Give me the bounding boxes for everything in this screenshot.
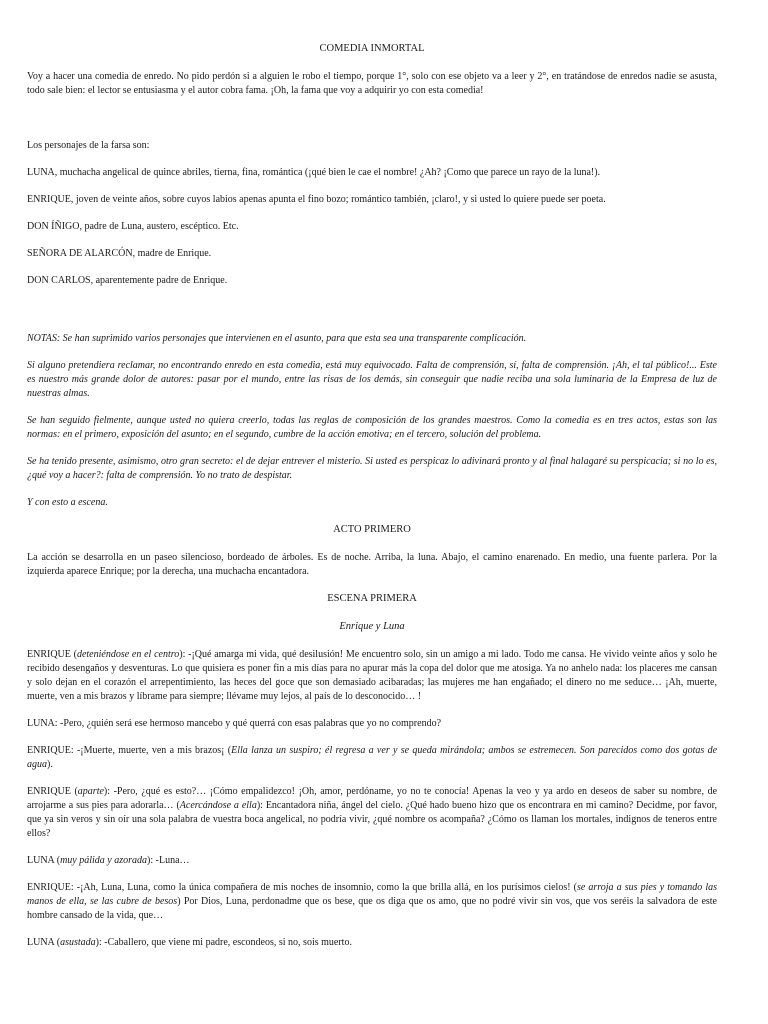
act-heading: ACTO PRIMERO [333,524,411,535]
document-title: COMEDIA INMORTAL [319,43,425,54]
dialogue-line: ENRIQUE (deteniéndose en el centro): -¡Qué amarga mi vida, qué desilusión! Me encuentro solo, sin un amigo a mi lado. Todo me cansa. He vivido veinte años y solo he recibido desengaños y desventuras. Lo que quisiera es poner fin a mis días para no apurar más la copa del dolor que me atosiga. Ya no anhelo nada: los placeres me cansan y solo dejan en el corazón el arrepentimiento, las heces del goce que son demasiado acibaradas; las mujeres me han engañado; el dinero no me seduce… ¡Ah, muerte, muerte, ven a mis brazos y líbrame para siempre; llévame muy lejos, al país de lo desconocido… ! [27,649,717,702]
scene-subtitle: Enrique y Luna [339,621,405,632]
scene-heading: ESCENA PRIMERA [327,593,417,604]
note-paragraph: NOTAS: Se han suprimido varios personajes que intervienen en el asunto, para que esta sea una transparente complicación. [27,333,527,344]
character-don-inigo: DON ÍÑIGO, padre de Luna, austero, escéptico. Etc. [27,221,239,232]
note-paragraph: Si alguno pretendiera reclamar, no encontrando enredo en esta comedia, está muy equivocado. Falta de comprensión, sí, falta de comprensión. ¡Ah, el tal público!... Este es nuestro más grande dolor de autores: pasar por el mundo, entre las risas de los demás, sin conseguir que nadie reciba una sola luminaria de la Empresa de luz de nuestras almas. [27,360,717,399]
character-don-carlos: DON CARLOS, aparentemente padre de Enrique. [27,275,228,286]
dialogue-line: LUNA (asustada): -Caballero, que viene mi padre, escondeos, si no, sois muerto. [27,937,352,948]
note-paragraph: Se ha tenido presente, asimismo, otro gran secreto: el de dejar entrever el misterio. Si usted es perspicaz lo adivinará pronto y al final halagaré su perspicacia; si no lo es, ¿qué voy a hacer?: falta de comprensión. Yo no trato de despistar. [27,456,717,481]
dialogue-line: LUNA (muy pálida y azorada): -Luna… [27,855,190,866]
characters-heading: Los personajes de la farsa son: [27,140,150,151]
dialogue-line: ENRIQUE: -¡Ah, Luna, Luna, como la única compañera de mis noches de insomnio, como la que brilla allá, en los purísimos cielos! (se arroja a sus pies y tomando las manos de ella, se las cubre de besos) Por Dios, Luna, perdonadme que os bese, que os diga que os amo, que no podré vivir sin vos, que vos seréis la salvadora de este hombre cansado de la vida, que… [27,882,717,921]
document-page [27,42,717,963]
intro-paragraph: Voy a hacer una comedia de enredo. No pido perdón si a alguien le robo el tiempo, porque 1°, solo con ese objeto va a leer y 2°, en tratándose de enredos nadie se asusta, todo sale bien: el lector se entusiasma y el autor cobra fama. ¡Oh, la fama que voy a adquirir yo con esta comedia! [27,71,717,96]
act-description: La acción se desarrolla en un paseo silencioso, bordeado de árboles. Es de noche. Arriba, la luna. Abajo, el camino enarenado. En medio, una fuente parlera. Por la izquierda aparece Enrique; por la derecha, una muchacha encantadora. [27,552,717,577]
character-senora-alarcon: SEÑORA DE ALARCÓN, madre de Enrique. [27,248,212,259]
dialogue-line: ENRIQUE: -¡Muerte, muerte, ven a mis brazos¡ (Ella lanza un suspiro; él regresa a ver y se queda mirándola; ambos se estremecen. Son parecidos como dos gotas de agua). [27,745,718,770]
dialogue-line: LUNA: -Pero, ¿quién será ese hermoso mancebo y qué querrá con esas palabras que yo no comprendo? [27,718,442,729]
dialogue-line: ENRIQUE (aparte): -Pero, ¿qué es esto?… ¡Cómo empalidezco! ¡Oh, amor, perdóname, yo no te conocía! Apenas la veo y ya ardo en deseos de saber su nombre, de arrojarme a sus pies para adorarla… (Acercándose a ella): Encantadora niña, ángel del cielo. ¿Qué hado bueno hizo que os encontrara en mi camino? Decidme, por favor, que ya sin veros y sin oír una sola palabra de vuestra boca angelical, no podría vivir, ¿qué nombre os acompaña? ¿Cómo os llaman los mortales, indignos de teneros entre ellos? [27,786,718,839]
note-paragraph: Se han seguido fielmente, aunque usted no quiera creerlo, todas las reglas de composición de los grandes maestros. Como la comedia es en tres actos, estas son las normas: en el primero, exposición del asunto; en el segundo, cumbre de la acción emotiva; en el tercero, solución del problema. [27,415,717,440]
character-luna: LUNA, muchacha angelical de quince abriles, tierna, fina, romántica (¡qué bien le cae el nombre! ¿Ah? ¡Como que parece un rayo de la luna!). [27,167,601,178]
character-enrique: ENRIQUE, joven de veinte años, sobre cuyos labios apenas apunta el fino bozo; romántico también, ¡claro!, y si usted lo quiere puede ser poeta. [27,194,606,205]
note-closing: Y con esto a escena. [27,497,108,508]
